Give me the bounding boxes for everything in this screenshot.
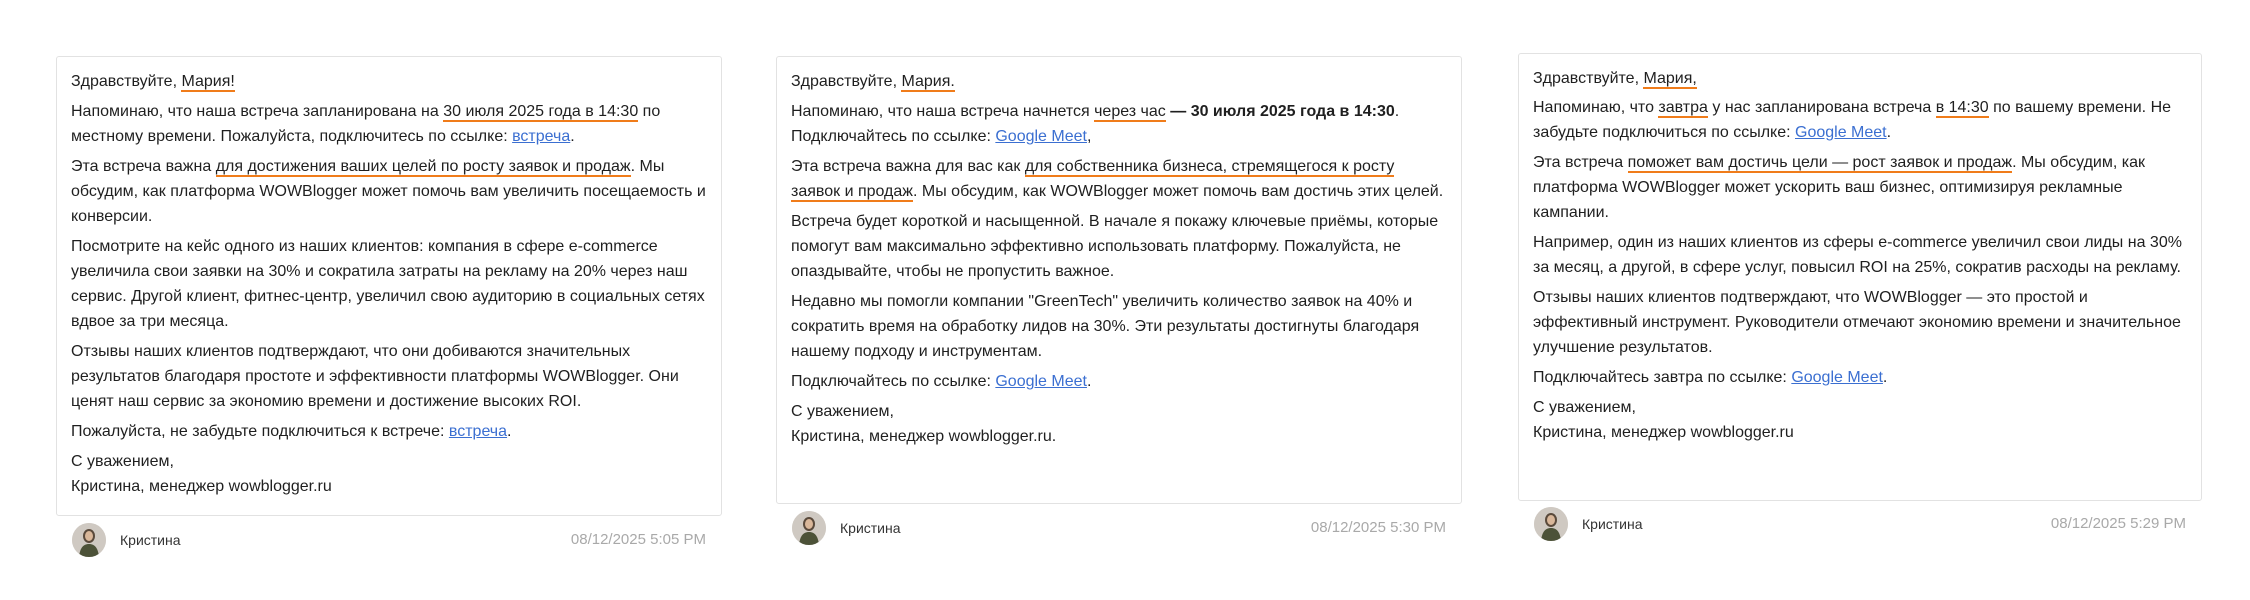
google-meet-link[interactable]: Google Meet <box>995 373 1087 390</box>
timestamp: 08/12/2025 5:30 PM <box>1310 519 1446 536</box>
signature-line-2: Кристина, менеджер wowblogger.ru <box>71 478 332 495</box>
meeting-date: 30 июля 2025 года в 14:30 <box>1190 103 1395 120</box>
meeting-link[interactable]: встреча <box>448 423 508 440</box>
paragraph-2: Эта встреча важна для вас как для собственника бизнеса, стремящегося к росту заявок и продаж. Мы обсудим, как WOWBlogger может помочь вам достичь этих целей. <box>791 158 1444 200</box>
paragraph-1: Напоминаю, что наша встреча запланирована на 30 июля 2025 года в 14:30 по местному времени. Пожалуйста, подключитесь по ссылке: встреча. <box>71 103 661 145</box>
avatar[interactable] <box>792 511 826 545</box>
paragraph-1: Напоминаю, что завтра у нас запланирована встреча в 14:30 по вашему времени. Не забудьте подключиться по ссылке: Google Meet. <box>1533 99 2172 141</box>
highlight-goal: поможет вам достичь цели — рост заявок и продаж <box>1627 154 2013 171</box>
paragraph-4: Отзывы наших клиентов подтверждают, что они добиваются значительных результатов благодаря простоте и эффективности платформы WOWBlogger. Они ценят наш сервис за экономию времени и достижение высоких ROI. <box>71 343 679 410</box>
message-meta <box>792 508 1446 548</box>
message-meta <box>1534 504 2186 544</box>
highlight-time: в 14:30 <box>1935 99 1989 116</box>
avatar[interactable] <box>1534 507 1568 541</box>
author-name: Кристина <box>120 532 181 548</box>
avatar-person-icon <box>792 511 826 545</box>
greeting: Здравствуйте, Мария. <box>791 73 955 90</box>
signature-line-2: Кристина, менеджер wowblogger.ru <box>1533 424 1794 441</box>
highlight-name: Мария! <box>181 73 235 90</box>
paragraph-3: Посмотрите на кейс одного из наших клиентов: компания в сфере e-commerce увеличила свои заявки на 30% и сократила затраты на рекламу на 20% через наш сервис. Другой клиент, фитнес-центр, увеличил свою аудиторию в социальных сетях вдвое за три месяца. <box>71 238 705 330</box>
paragraph-2: Эта встреча важна для достижения ваших целей по росту заявок и продаж. Мы обсудим, как платформа WOWBlogger может помочь вам увеличить посещаемость и конверсии. <box>71 158 706 225</box>
author-name: Кристина <box>840 520 901 536</box>
signature-line-1: С уважением, <box>791 403 894 420</box>
message-card <box>56 56 722 516</box>
highlight-time: через час <box>1094 103 1166 120</box>
timestamp: 08/12/2025 5:29 PM <box>2050 515 2186 532</box>
paragraph-4: Отзывы наших клиентов подтверждают, что WOWBlogger — это простой и эффективный инструмент. Руководители отмечают экономию времени и значительное улучшение результатов. <box>1533 289 2181 356</box>
paragraph-4: Недавно мы помогли компании "GreenTech" увеличить количество заявок на 40% и сократить время на обработку лидов на 30%. Эти результаты достигнуты благодаря нашему подходу и инструментам. <box>791 293 1420 360</box>
message-card <box>1518 53 2202 501</box>
highlight-date: 30 июля 2025 года в 14:30 <box>443 103 639 120</box>
avatar-person-icon <box>1534 507 1568 541</box>
paragraph-3: Встреча будет короткой и насыщенной. В начале я покажу ключевые приёмы, которые помогут вам максимально эффективно использовать платформу. Пожалуйста, не опаздывайте, чтобы не пропустить важное. <box>791 213 1439 280</box>
paragraph-2: Эта встреча поможет вам достичь цели — рост заявок и продаж. Мы обсудим, как платформа WOWBlogger может ускорить ваш бизнес, оптимизируя рекламные кампании. <box>1533 154 2146 221</box>
google-meet-link[interactable]: Google Meet <box>1791 369 1883 386</box>
timestamp: 08/12/2025 5:05 PM <box>570 531 706 548</box>
highlight-goal: для собственника бизнеса, стремящегося к росту заявок и продаж <box>791 158 1395 200</box>
avatar[interactable] <box>72 523 106 557</box>
highlight-name: Мария. <box>901 73 955 90</box>
greeting: Здравствуйте, Мария! <box>71 73 235 90</box>
paragraph-3: Например, один из наших клиентов из сферы e-commerce увеличил свои лиды на 30% за месяц, а другой, в сфере услуг, повысил ROI на 25%, сократив расходы на рекламу. <box>1533 234 2182 276</box>
paragraph-5: Подключайтесь завтра по ссылке: Google Meet. <box>1533 369 1888 386</box>
message-meta <box>72 520 706 560</box>
google-meet-link[interactable]: Google Meet <box>995 128 1087 145</box>
signature-line-1: С уважением, <box>71 453 174 470</box>
meeting-link[interactable]: встреча <box>512 128 571 145</box>
highlight-goal: для достижения ваших целей по росту заявок и продаж <box>215 158 631 175</box>
signature-line-2: Кристина, менеджер wowblogger.ru. <box>791 428 1057 445</box>
paragraph-5: Пожалуйста, не забудьте подключиться к встрече: встреча. <box>71 423 512 440</box>
google-meet-link[interactable]: Google Meet <box>1795 124 1887 141</box>
greeting: Здравствуйте, Мария, <box>1533 70 1697 87</box>
paragraph-1b: Подключайтесь по ссылке: Google Meet, <box>791 128 1092 145</box>
paragraph-5: Подключайтесь по ссылке: Google Meet. <box>791 373 1092 390</box>
highlight-day: завтра <box>1658 99 1708 116</box>
author-name: Кристина <box>1582 516 1643 532</box>
signature-line-1: С уважением, <box>1533 399 1636 416</box>
message-card <box>776 56 1462 504</box>
avatar-person-icon <box>72 523 106 557</box>
highlight-name: Мария, <box>1643 70 1697 87</box>
paragraph-1: Напоминаю, что наша встреча начнется через час — 30 июля 2025 года в 14:30. <box>791 103 1400 120</box>
